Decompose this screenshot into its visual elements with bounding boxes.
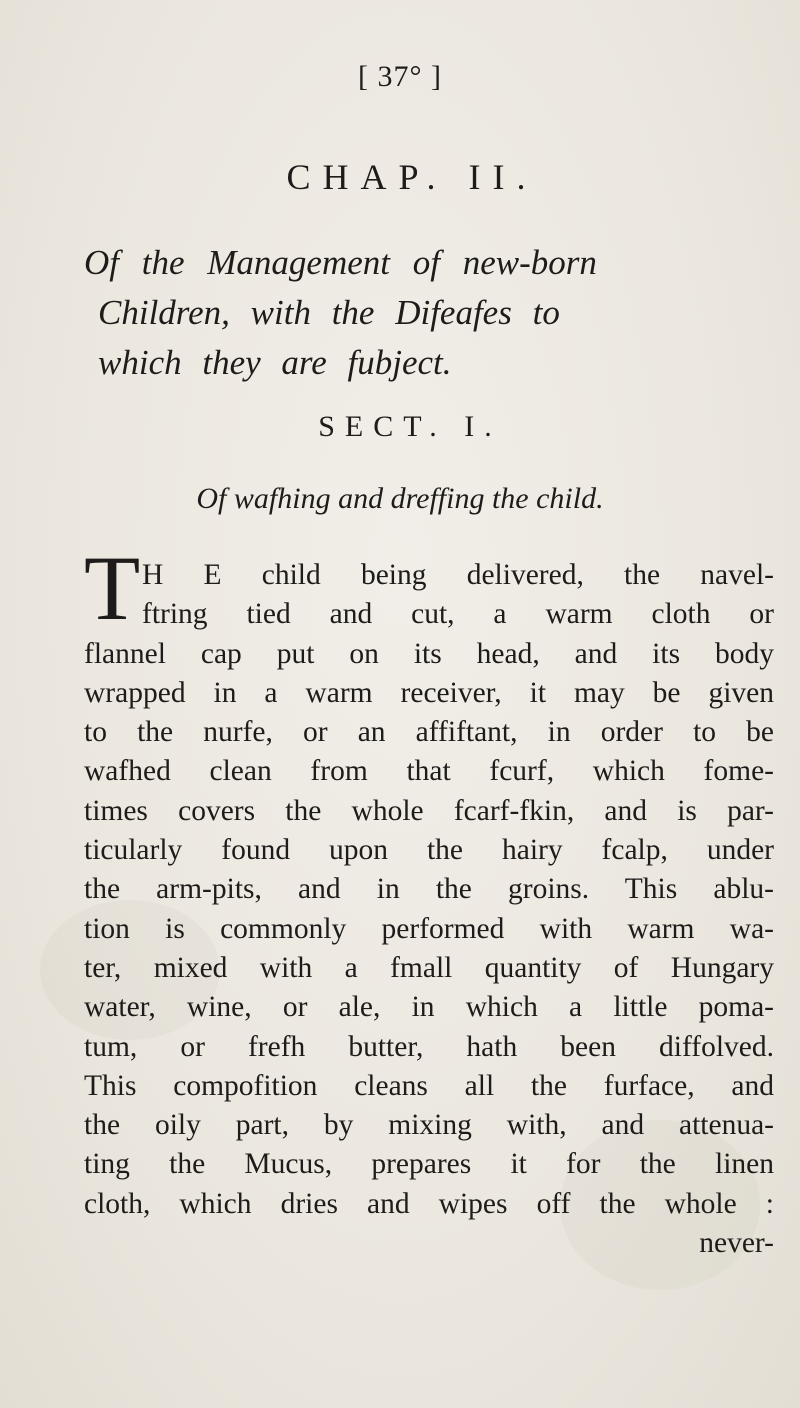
text-line: ftring tied and cut, a warm cloth or: [142, 598, 774, 631]
text-line: cloth, which dries and wipes off the whole :: [84, 1187, 774, 1220]
drop-cap: T: [84, 537, 141, 639]
text-line: ter, mixed with a fmall quantity of Hungary: [84, 951, 774, 984]
text-line: H E child being delivered, the navel-: [142, 559, 774, 591]
chapter-title: [84, 238, 774, 388]
section-heading: SECT. I.: [318, 410, 502, 443]
text-line: ting the Mucus, prepares it for the linen: [84, 1148, 774, 1181]
text-line: This compofition cleans all the furface, and: [84, 1069, 774, 1102]
section-title: Of wafhing and dreffing the child.: [196, 482, 604, 515]
text-line: the arm-pits, and in the groins. This ablu-: [84, 873, 774, 906]
text-line: ticularly found upon the hairy fcalp, under: [84, 834, 774, 867]
text-line: tion is commonly performed with warm wa-: [84, 912, 774, 945]
chapter-title-line: which they are fubject.: [98, 343, 452, 382]
chapter-title-line: Of the Management of new-born: [84, 243, 597, 282]
page-number: [ 37° ]: [358, 60, 442, 93]
text-line: flannel cap put on its head, and its body: [84, 637, 774, 670]
text-line: water, wine, or ale, in which a little poma-: [84, 991, 774, 1024]
text-line: times covers the whole fcarf-fkin, and is par-: [84, 794, 774, 827]
chapter-title-line: Children, with the Difeafes to: [98, 293, 560, 332]
text-line: wrapped in a warm receiver, it may be given: [84, 676, 774, 709]
text-line: tum, or frefh butter, hath been diffolved.: [84, 1030, 774, 1063]
chapter-heading: CHAP. II.: [286, 157, 538, 197]
body-paragraph: [84, 556, 774, 1263]
text-line: wafhed clean from that fcurf, which fome-: [84, 755, 774, 788]
text-line: to the nurfe, or an affiftant, in order to be: [84, 716, 774, 749]
catchword: never-: [699, 1227, 774, 1260]
text-line: the oily part, by mixing with, and attenua-: [84, 1109, 774, 1142]
